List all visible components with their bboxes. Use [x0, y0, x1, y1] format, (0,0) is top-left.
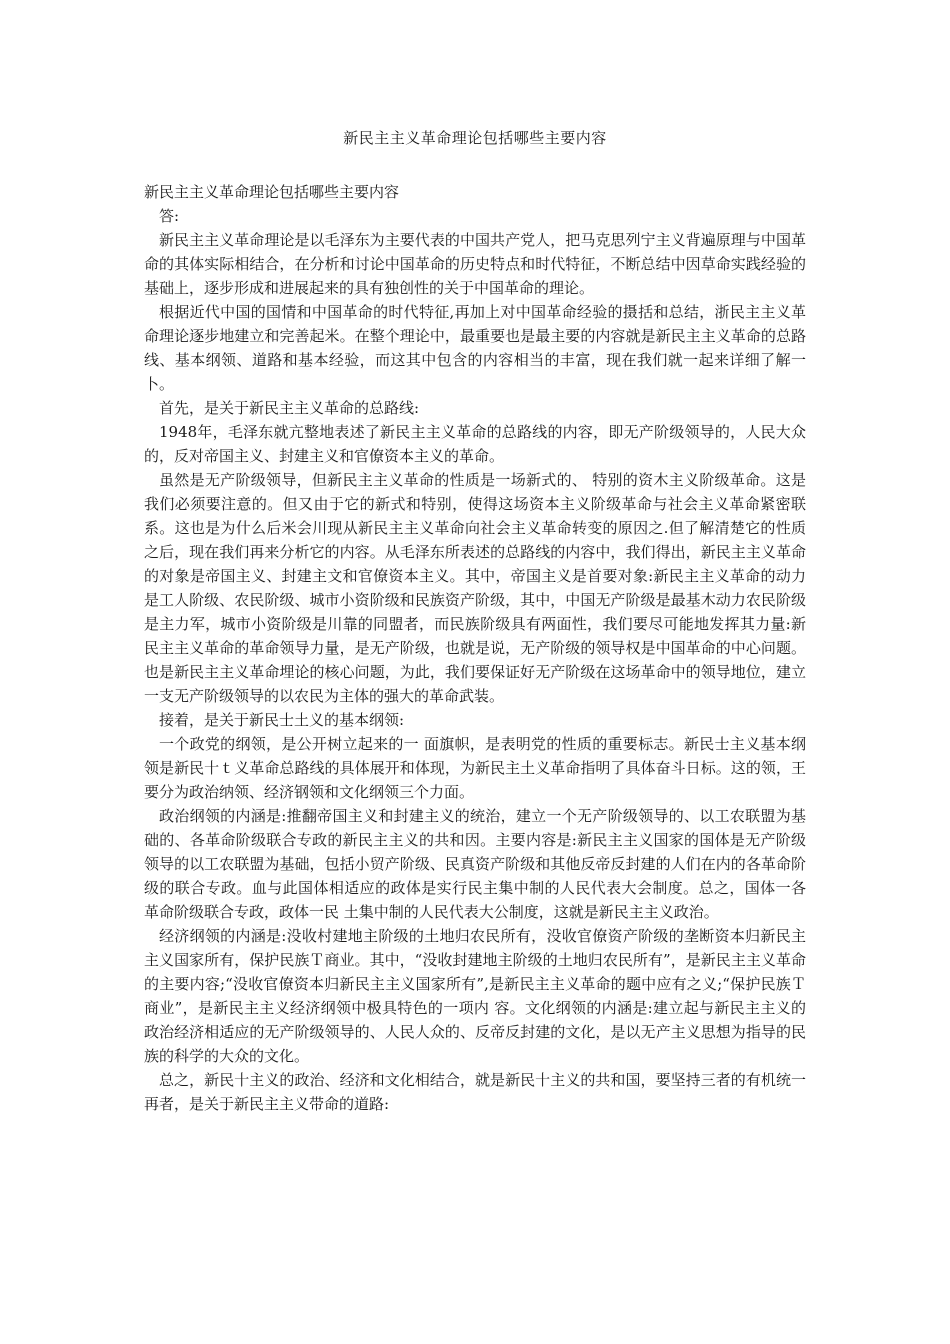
paragraph-9: 经济纲领的内涵是:没收村建地主阶级的土地归农民所有，没收官僚资产阶级的垄断资本归新民主主义国家所有，保护民族Ｔ商业。其中，“没收封建地主阶级的土地归农民所有”，是新民主主义革命的主要内容;“没收官僚资本归新民主主义国家所有”,是新民主主义革命的题中应有之义;“保护民族Ｔ商业”，是新民主主义经济纲领中极具特色的一项内 容。文化纲领的内涵是:建立起与新民主主义的政治经济相适应的无产阶级领导的、人民人众的、反帝反封建的文化，是以无产主义思想为指导的民族的科学的大众的文化。 [144, 927, 806, 1065]
paragraph-7: 一个政党的纲领，是公开树立起来的一 面旗帜，是表明党的性质的重要标志。新民士主义基本纲领是新民十ｔ义革命总路线的具体展开和体现，为新民主土义革命指明了具体奋斗日标。这的领，王要分为政治纳领、经济钢领和文化纲领三个力面。 [144, 735, 806, 801]
document-title: 新民主主义革命理论包括哪些主要内容 [343, 129, 607, 147]
paragraph-1: 新民主主义革命理论是以毛泽东为主要代表的中国共产党人，把马克思列宁主义背遍原理与中国革命的其体实际相结合，在分析和讨论中国革命的历史特点和时代特征，不断总结中因草命实践经验的基础上，逐步形成和进展起来的具有独创性的关于中国革命的理论。 [144, 231, 806, 297]
paragraph-4: 1948年，毛泽东就亢整地表述了新民主主义革命的总路线的内容，即无产阶级领导的，人民大众的，反对帝国主义、封建主义和官僚资本主义的革命。 [144, 423, 806, 465]
section-heading-basic-program: 接着，是关于新民士土义的基本纲领: [159, 711, 405, 729]
paragraph-8: 政治纲领的内涵是:推翻帝国主义和封建主义的统治，建立一个无产阶级领导的、以工农联盟为基础的、各革命阶级联合专政的新民主主义的共和因。主要内容是:新民主主义国家的国体是无产阶级领导的以工农联盟为基础，包括小贸产阶级、民真资产阶级和其他反帝反封建的人们在内的各革命阶级的联合专政。血与此国体相适应的政体是实行民主集中制的人民代表大会制度。总之，国体一各 革命阶级联合专政，政体一民 土集中制的人民代表大公制度，这就是新民主主义政治。 [144, 807, 806, 921]
paragraph-5: 虽然是无产阶级领导，但新民主主义革命的性质是一场新式的、 特别的资木主义阶级革命。这是我们必须要注意的。但又由于它的新式和特别，使得这场资本主义阶级革命与社会主义革命紧密联系。这也是为什么后米会川现从新民主主义革命向社会主义革命转变的原因之.但了解清楚它的性质之后，现在我们再来分析它的内容。从毛泽东所表述的总路线的内容中，我们得出，新民主主义革命的对象是帝国主义、封建主文和官僚资本主义。其中，帝国主义是首要对象:新民主主义革命的动力是工人阶级、农民阶级、城市小资阶级和民族资产阶级，其中，中国无产阶级是最基木动力农民阶级是主力军，城市小资阶级是川靠的同盟者，而民族阶级具有两面性，我们要尽可能地发挥其力量:新民主主义革命的革命领导力量，是无产阶级，也就是说，无产阶级的领导权是中国革命的中心问题。也是新民主主义革命埋论的核心问题，为此，我们要保证好无产阶级在这场革命中的领导地位，建立一支无产阶级领导的以农民为主体的强大的革命武装。 [144, 471, 806, 705]
section-heading-general-line: 首先，是关于新民主主义革命的总路线: [159, 399, 420, 417]
paragraph-2: 根据近代中国的国情和中国革命的时代特征,再加上对中国革命经验的摄括和总结，浙民主主义革命理论逐步地建立和完善起米。在整个理论中，最重要也是最主要的内容就是新民主主义革命的总路线、基本纲领、道路和基本经验，而这其中包含的内容相当的丰富，现在我们就一起来详细了解一卜。 [144, 303, 806, 393]
document-subtitle: 新民主主义革命理论包括哪些主要内容 [144, 183, 400, 201]
answer-label: 答: [159, 207, 180, 225]
document-page [144, 128, 806, 1116]
paragraph-10: 总之，新民十主义的政治、经济和文化相结合，就是新民十主义的共和国，要坚持三者的有机统一再者，是关于新民主主义带命的道路: [144, 1071, 806, 1113]
